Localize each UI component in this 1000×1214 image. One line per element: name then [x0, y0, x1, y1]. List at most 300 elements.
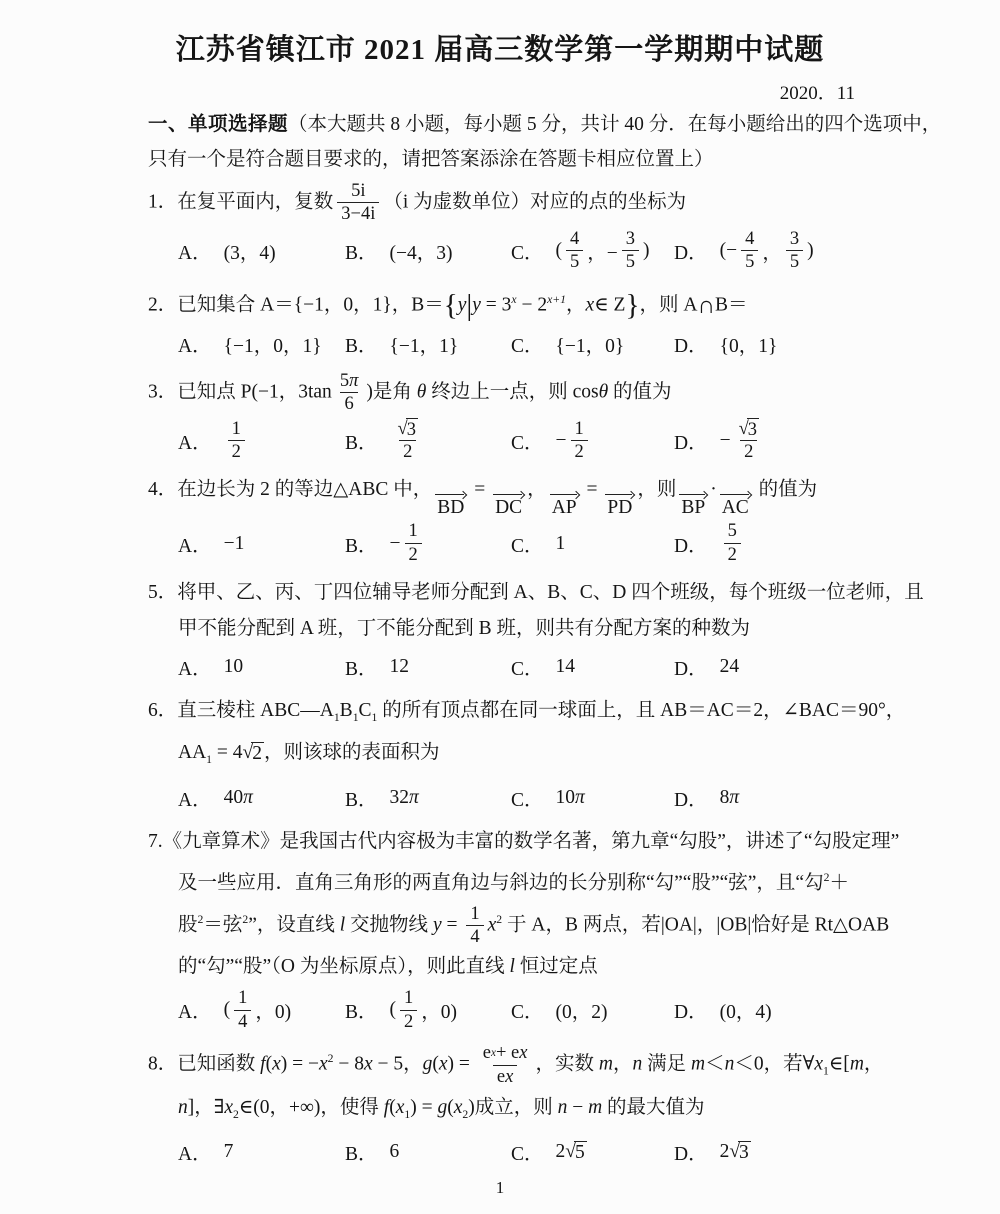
option-label: D． — [674, 432, 708, 454]
math-text: ) = − — [280, 1053, 319, 1075]
fraction-denominator: 3−4i — [337, 202, 379, 226]
option-content — [390, 987, 458, 1033]
math-text: ( — [447, 1096, 454, 1118]
math-text: ， — [527, 478, 547, 500]
fraction — [566, 228, 583, 274]
fraction-numerator — [394, 418, 422, 440]
math-variable: m — [588, 1096, 603, 1118]
option-C — [511, 784, 674, 812]
vector-arrow-icon — [435, 490, 466, 498]
question-number: 3． — [148, 381, 178, 403]
math-variable: x — [438, 1053, 448, 1075]
fraction — [394, 418, 422, 464]
vector — [493, 490, 524, 518]
math-text: ，则 — [637, 478, 677, 500]
math-text: ) — [643, 239, 650, 261]
math-variable: π — [409, 787, 419, 809]
math-text: 已知集合 A＝{−1，0，1}，B＝ — [177, 294, 444, 316]
math-text: 2 — [555, 1141, 566, 1163]
math-text: 股 — [178, 914, 198, 936]
vector — [679, 490, 707, 518]
fraction-denominator: 5 — [741, 250, 758, 274]
vector-letters: PD — [607, 496, 633, 518]
math-text: )是角 — [366, 381, 417, 403]
section-heading-bold: 一、单项选择题 — [148, 113, 289, 135]
math-text: {0，1} — [719, 335, 778, 357]
math-variable: y — [432, 914, 442, 936]
math-text: 1 — [555, 532, 566, 554]
option-content — [556, 1141, 587, 1164]
option-label: A． — [178, 432, 212, 454]
option-D — [674, 784, 890, 812]
math-text: ∈(0，+∞)，使得 — [238, 1096, 384, 1118]
math-text: 6 — [389, 1141, 400, 1163]
vector-arrow-icon — [679, 490, 707, 498]
math-text: = — [441, 914, 463, 936]
question-number: 5． — [148, 581, 178, 603]
math-text: 在边长为 2 的等边△ABC 中， — [177, 478, 433, 500]
option-content — [720, 520, 745, 566]
superscript: x+1 — [547, 293, 567, 307]
math-text: ( — [389, 999, 397, 1021]
option-D — [674, 418, 890, 464]
math-text: ∩ — [697, 292, 716, 319]
option-content — [390, 237, 453, 265]
math-text: 的所有顶点都在同一球面上，且 AB＝AC＝2，∠BAC＝90°， — [377, 699, 906, 721]
options-row — [148, 326, 890, 362]
options-row — [148, 1134, 890, 1170]
option-label: B． — [345, 242, 378, 264]
math-text: 交抛物线 — [345, 914, 433, 936]
math-text: ， — [566, 294, 586, 316]
math-text: ， — [863, 1053, 884, 1075]
option-B — [345, 237, 511, 265]
square-root — [739, 418, 759, 440]
option-label: D． — [674, 535, 708, 557]
math-text: = 4 — [212, 742, 243, 764]
option-content — [556, 228, 650, 274]
option-A — [178, 237, 345, 265]
option-content — [720, 787, 740, 809]
option-content — [224, 330, 322, 358]
fraction — [735, 418, 763, 464]
option-content — [224, 533, 245, 555]
math-text: {−1，0，1} — [223, 335, 322, 357]
fraction-denominator — [493, 1065, 517, 1089]
math-variable: π — [349, 369, 359, 391]
option-label: D． — [674, 790, 708, 812]
math-text: 24 — [719, 655, 740, 677]
question-line — [148, 575, 924, 611]
options-row — [148, 780, 890, 816]
subscript: 1 — [823, 1064, 829, 1078]
math-text: 已知函数 — [177, 1053, 261, 1075]
option-B — [345, 418, 511, 464]
math-variable: x — [453, 1096, 463, 1118]
option-label: B． — [345, 1144, 378, 1166]
math-text: 及一些应用．直角三角形的两直角边与斜边的长分别称“勾”“股”“弦”，且“勾 — [178, 872, 824, 894]
math-text: ”，设直线 — [248, 914, 340, 936]
question-5 — [148, 575, 924, 685]
option-content — [556, 418, 592, 464]
math-text: AA — [178, 742, 207, 764]
fraction — [405, 520, 422, 566]
option-content — [720, 996, 772, 1024]
option-D — [674, 330, 890, 358]
fraction — [400, 987, 417, 1033]
math-variable: x — [224, 1096, 233, 1118]
option-label: A． — [178, 790, 212, 812]
option-content — [720, 656, 740, 678]
option-label: A． — [178, 335, 212, 357]
question-line — [148, 282, 890, 324]
math-text: ＋ — [829, 872, 849, 894]
option-label: A． — [178, 242, 212, 264]
math-variable: n — [724, 1053, 735, 1075]
math-text: 将甲、乙、丙、丁四位辅导老师分配到 A、B、C、D 四个班级，每个班级一位老师，且 — [177, 581, 924, 603]
math-text: 10 — [223, 655, 244, 677]
option-A — [178, 1138, 345, 1166]
vector-letters: BD — [437, 496, 465, 518]
option-label: D． — [674, 242, 708, 264]
question-line — [148, 902, 890, 949]
math-text: ( — [265, 1053, 273, 1075]
subscript: 1 — [404, 1107, 411, 1121]
math-text: ， — [612, 1053, 633, 1075]
math-variable: g — [422, 1053, 433, 1075]
question-6 — [148, 693, 906, 817]
option-content — [224, 418, 249, 464]
math-variable: m — [849, 1053, 864, 1075]
fraction — [724, 520, 741, 566]
math-text: ∈[ — [828, 1053, 850, 1075]
math-text: 8 — [719, 787, 730, 809]
math-text: ) = — [410, 1096, 438, 1118]
question-line — [148, 824, 900, 860]
question-line — [148, 693, 906, 736]
subscript: 2 — [232, 1107, 239, 1121]
exam-content — [148, 107, 942, 1171]
math-text: = — [581, 478, 603, 500]
math-variable: g — [437, 1096, 448, 1118]
fraction-numerator: 1 — [574, 417, 584, 439]
math-text: · — [710, 478, 717, 500]
section-heading-line2: 只有一个是符合题目要求的，请把答案添涂在答题卡相应位置上） — [148, 148, 714, 170]
math-text: − — [719, 429, 731, 451]
radicand: √ 3 — [739, 1141, 749, 1163]
option-content — [224, 787, 253, 809]
option-D — [674, 653, 890, 681]
math-text: − — [389, 532, 401, 554]
option-label: B． — [345, 535, 378, 557]
math-variable: x — [487, 914, 497, 936]
option-label: B． — [345, 1002, 378, 1024]
subscript: 1 — [333, 710, 340, 724]
math-text: ＜ — [705, 1053, 725, 1075]
math-variable: θ — [598, 381, 609, 403]
square-root — [243, 742, 264, 765]
math-text: (− — [719, 239, 738, 261]
math-text: 在复平面内，复数 — [177, 191, 334, 213]
subscript: 1 — [352, 710, 359, 724]
fraction — [786, 228, 803, 274]
math-text: 的“勾”“股”（O 为坐标原点），则此直线 — [178, 956, 510, 977]
option-label: C． — [511, 1002, 544, 1024]
option-content — [720, 1141, 751, 1164]
fraction — [741, 228, 758, 274]
vector — [605, 490, 634, 518]
question-line — [148, 370, 890, 416]
math-variable: y — [457, 294, 467, 316]
superscript: x — [511, 293, 517, 307]
page-number: 1 — [495, 1178, 505, 1198]
math-text: ∈ Z — [594, 294, 626, 316]
math-text: |OB| — [716, 914, 752, 936]
math-text: − 8 — [333, 1053, 364, 1075]
option-label: A． — [178, 1002, 212, 1024]
question-4 — [148, 472, 890, 567]
math-text: ，实数 — [535, 1053, 599, 1075]
option-label: C． — [511, 242, 544, 264]
option-content — [390, 787, 419, 809]
option-content — [556, 533, 566, 555]
fraction-numerator: 1 — [470, 902, 480, 924]
math-text: 的值为 — [608, 381, 672, 403]
math-text: 40 — [223, 787, 244, 809]
vector-letters: AP — [551, 496, 577, 518]
question-line — [148, 180, 890, 226]
question-number: 8． — [148, 1053, 178, 1075]
math-text: (−4，3) — [389, 242, 453, 264]
option-label: C． — [511, 790, 544, 812]
math-text: 10 — [555, 787, 576, 809]
option-label: D． — [674, 1144, 708, 1166]
math-text: )成立，则 — [468, 1096, 558, 1118]
math-variable: l — [339, 914, 346, 936]
superscript: 2 — [242, 912, 249, 926]
page-title: 江苏省镇江市 2021 届高三数学第一学期期中试题 — [175, 34, 825, 66]
vector — [720, 490, 751, 518]
math-variable: f — [383, 1096, 390, 1118]
question-line — [148, 949, 890, 985]
vector-arrow-icon — [720, 490, 751, 498]
math-variable: x — [585, 294, 595, 316]
option-content — [556, 787, 585, 809]
radicand: √ 5 — [574, 1141, 585, 1163]
fraction-numerator: 3 — [789, 227, 800, 249]
math-text: } — [625, 289, 640, 322]
option-content — [390, 1141, 400, 1163]
option-label: A． — [178, 1144, 212, 1166]
question-line — [148, 735, 890, 778]
question-line — [148, 611, 890, 647]
option-B — [345, 653, 511, 681]
option-content — [390, 330, 459, 358]
math-text: B＝ — [715, 294, 748, 316]
option-content — [556, 656, 576, 678]
math-text: B — [339, 699, 353, 721]
fraction — [337, 180, 379, 226]
math-text: 恒过定点 — [514, 956, 598, 977]
math-text: 14 — [555, 655, 576, 677]
option-C — [511, 418, 674, 464]
option-A — [178, 653, 345, 681]
math-text: {−1，1} — [389, 335, 459, 357]
math-text: ， — [696, 914, 717, 936]
question-number: 2． — [148, 294, 178, 316]
fraction-numerator: 1 — [408, 520, 418, 542]
question-number: 7. — [148, 831, 163, 853]
math-variable: π — [729, 787, 740, 809]
option-content — [556, 996, 608, 1024]
option-label: C． — [511, 1144, 544, 1166]
fraction-numerator — [336, 370, 363, 393]
options-row — [148, 987, 890, 1033]
option-B — [345, 520, 511, 566]
math-variable: n — [632, 1053, 643, 1075]
question-line — [148, 472, 890, 518]
section-heading-line1 — [148, 107, 942, 142]
option-A — [178, 530, 345, 558]
math-variable: m — [690, 1053, 706, 1075]
math-text: C — [358, 699, 372, 721]
option-content — [224, 237, 276, 265]
vector-letters: DC — [495, 496, 523, 518]
math-text: − — [567, 1096, 589, 1118]
vector-arrow-icon — [550, 490, 579, 498]
fraction-denominator: 6 — [340, 392, 357, 416]
option-A — [178, 987, 345, 1033]
math-variable: x — [363, 1053, 373, 1075]
radicand: √ 3 — [406, 418, 416, 440]
exam-date: 2020．11 — [779, 82, 855, 104]
vector-letters: BP — [681, 496, 706, 518]
subscript: 2 — [462, 1107, 469, 1121]
math-text: ( — [223, 999, 231, 1021]
math-text: 的值为 — [753, 478, 818, 500]
superscript: 2 — [823, 871, 830, 885]
math-variable: x — [272, 1053, 281, 1075]
math-variable: m — [598, 1053, 613, 1075]
option-label: B． — [345, 790, 378, 812]
fraction-denominator: 5 — [566, 250, 583, 274]
option-content — [224, 1141, 234, 1163]
math-text: {−1，0} — [555, 335, 625, 357]
fraction-denominator: 4 — [466, 925, 483, 949]
fraction-numerator: 4 — [570, 227, 580, 249]
math-text: 2 — [719, 1141, 730, 1163]
math-text: = 3 — [480, 294, 512, 316]
fraction — [466, 903, 483, 949]
option-B — [345, 987, 511, 1033]
math-text: ( — [389, 1096, 396, 1118]
math-text: | — [466, 289, 473, 322]
math-text: 甲不能分配到 A 班，丁不能分配到 B 班，则共有分配方案的种数为 — [178, 617, 751, 639]
option-content — [390, 656, 410, 678]
option-B — [345, 330, 511, 358]
fraction-denominator: 5 — [622, 250, 639, 274]
option-B — [345, 1138, 511, 1166]
math-variable: y — [472, 294, 481, 316]
option-content — [390, 418, 426, 464]
math-text: ( — [432, 1053, 439, 1075]
option-content — [390, 520, 426, 566]
option-label: B． — [345, 432, 378, 454]
math-variable: n — [557, 1096, 568, 1118]
math-variable: θ — [416, 381, 427, 403]
math-text: 恰好是 Rt△OAB — [751, 914, 890, 936]
option-label: A． — [178, 535, 212, 557]
options-row — [148, 228, 890, 274]
question-1 — [148, 180, 890, 274]
fraction-denominator: 4 — [234, 1010, 251, 1034]
math-text: ，− — [587, 242, 618, 264]
option-C — [511, 653, 674, 681]
subscript: 1 — [371, 710, 378, 724]
math-variable: π — [575, 787, 585, 809]
square-root — [565, 1141, 586, 1164]
superscript: 2 — [197, 912, 204, 926]
option-content — [556, 330, 625, 358]
fraction-numerator: 1 — [238, 987, 248, 1008]
option-label: C． — [511, 535, 544, 557]
math-text: ) — [807, 239, 814, 261]
fraction-numerator: 1 — [231, 417, 241, 439]
questions-container — [148, 179, 924, 1171]
radicand: √ 2 — [252, 743, 262, 765]
math-text: e — [496, 1065, 506, 1087]
option-A — [178, 418, 345, 464]
option-content — [720, 228, 814, 274]
math-text: − — [555, 429, 567, 451]
option-label: C． — [511, 432, 544, 454]
option-label: C． — [511, 658, 544, 680]
radicand: √ 3 — [747, 418, 758, 440]
square-root — [729, 1141, 750, 1164]
option-D — [674, 520, 890, 566]
question-number: 4． — [148, 478, 178, 500]
question-number: 1． — [148, 191, 178, 213]
fraction-numerator: 4 — [745, 227, 755, 249]
option-content — [224, 987, 292, 1033]
fraction-numerator: 1 — [404, 987, 414, 1008]
option-label: D． — [674, 1002, 708, 1024]
math-text: − 2 — [516, 294, 548, 316]
option-A — [178, 784, 345, 812]
math-text: ，0) — [255, 1002, 292, 1024]
section-heading-rest: （本大题共 8 小题，每小题 5 分，共计 40 分．在每小题给出的四个选项中， — [288, 113, 942, 135]
fraction-denominator: 5 — [786, 250, 803, 274]
option-C — [511, 530, 674, 558]
vector — [550, 490, 579, 518]
math-text: ， — [762, 242, 782, 264]
fraction-denominator: 2 — [228, 440, 245, 464]
math-text: 终边上一点，则 cos — [426, 381, 599, 403]
fraction — [234, 987, 251, 1033]
math-text: ) = — [447, 1053, 475, 1075]
fraction-numerator: 3 — [625, 227, 636, 249]
fraction-numerator — [479, 1042, 532, 1065]
option-C — [511, 228, 674, 274]
options-row — [148, 649, 890, 685]
option-label: B． — [345, 335, 378, 357]
math-text: − 5， — [372, 1053, 423, 1075]
option-label: B． — [345, 658, 378, 680]
question-line — [148, 1041, 890, 1089]
fraction-denominator: 2 — [399, 440, 416, 464]
math-text: 7 — [223, 1141, 234, 1163]
math-text: ，则 A — [639, 294, 698, 316]
